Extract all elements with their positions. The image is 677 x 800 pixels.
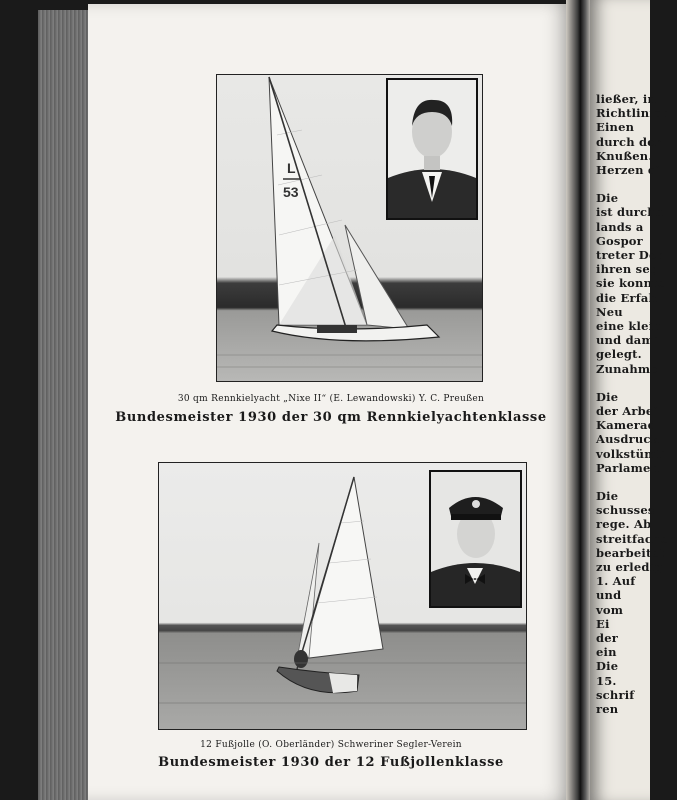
right-page-cropped — [590, 0, 677, 800]
right-page-line: ließer, in — [596, 92, 657, 106]
right-page-line: streitfachen — [596, 531, 677, 546]
portrait-sailor-1 — [386, 78, 478, 220]
right-page-line: Die — [596, 659, 619, 674]
right-page-line: Einen — [596, 120, 635, 135]
right-page-line: vom — [596, 602, 624, 617]
right-page-line: Die — [596, 389, 619, 404]
right-page-line: der Arbei — [596, 404, 658, 418]
right-page-line: Kamerad — [596, 418, 656, 433]
portrait-figure-2 — [431, 472, 520, 606]
right-page-line: Gospor — [596, 233, 643, 248]
right-page-line: Ausdruck — [596, 432, 659, 447]
right-page-line: Die — [596, 191, 619, 206]
right-page-line: volkstümli — [596, 446, 666, 461]
right-page-line: Herzen ei — [596, 163, 660, 177]
sail-number: 53 — [283, 184, 299, 200]
right-page-line: lands a — [596, 219, 644, 234]
sail-number-letter: L — [287, 160, 296, 176]
right-page-line: sie konnte — [596, 276, 666, 291]
right-page-line: Richtlinien — [596, 106, 670, 121]
right-page-line: der — [596, 631, 619, 645]
right-page-line: die Erfah — [596, 290, 658, 305]
right-page-line: Neu — [596, 304, 623, 319]
right-page-line: Zunahme — [596, 361, 658, 376]
caption-photo-2: 12 Fußjolle (O. Oberländer) Schweriner Segler-Verein — [200, 740, 462, 750]
right-page-line: gelegt. — [596, 347, 642, 362]
right-page-line: und dami — [596, 333, 659, 348]
right-page-line: ren — [596, 702, 619, 716]
title-photo-2: Bundesmeister 1930 der 12 Fußjollenklasse — [158, 755, 504, 770]
right-page-line: Knußen. — [596, 148, 653, 163]
right-page-line: ist durcha — [596, 205, 664, 220]
right-page-line: eine klein — [596, 319, 662, 333]
right-page-line: schrif — [596, 687, 635, 702]
right-page-line: schusses — [596, 503, 655, 518]
right-page-line: rege. Ab — [596, 517, 652, 532]
photo-rennkielyacht — [216, 74, 483, 382]
right-page-line: und — [596, 588, 622, 603]
title-photo-1: Bundesmeister 1930 der 30 qm Rennkielyachtenklasse — [115, 410, 547, 425]
portrait-figure-1 — [388, 80, 476, 218]
right-page-line: treter Der — [596, 248, 663, 262]
portrait-sailor-2 — [429, 470, 522, 608]
right-page-line: Die — [596, 489, 619, 503]
right-page-line: ihren seg — [596, 262, 659, 277]
photo-fussjolle — [158, 462, 527, 730]
page-edges — [38, 10, 90, 800]
caption-photo-1: 30 qm Rennkielyacht „Nixe II“ (E. Lewandowski) Y. C. Preußen — [177, 394, 485, 404]
right-page-line: 15. — [596, 673, 617, 688]
right-page-line: zu erledig — [596, 560, 663, 574]
right-page-line: bearbeitet — [596, 545, 665, 560]
right-page-line: durch der — [596, 134, 662, 149]
right-page-line: Ei — [596, 616, 610, 631]
right-page-line: Parlamen — [596, 460, 660, 475]
right-page-line: 1. Auf — [596, 574, 636, 589]
right-page-line: ein — [596, 645, 617, 660]
